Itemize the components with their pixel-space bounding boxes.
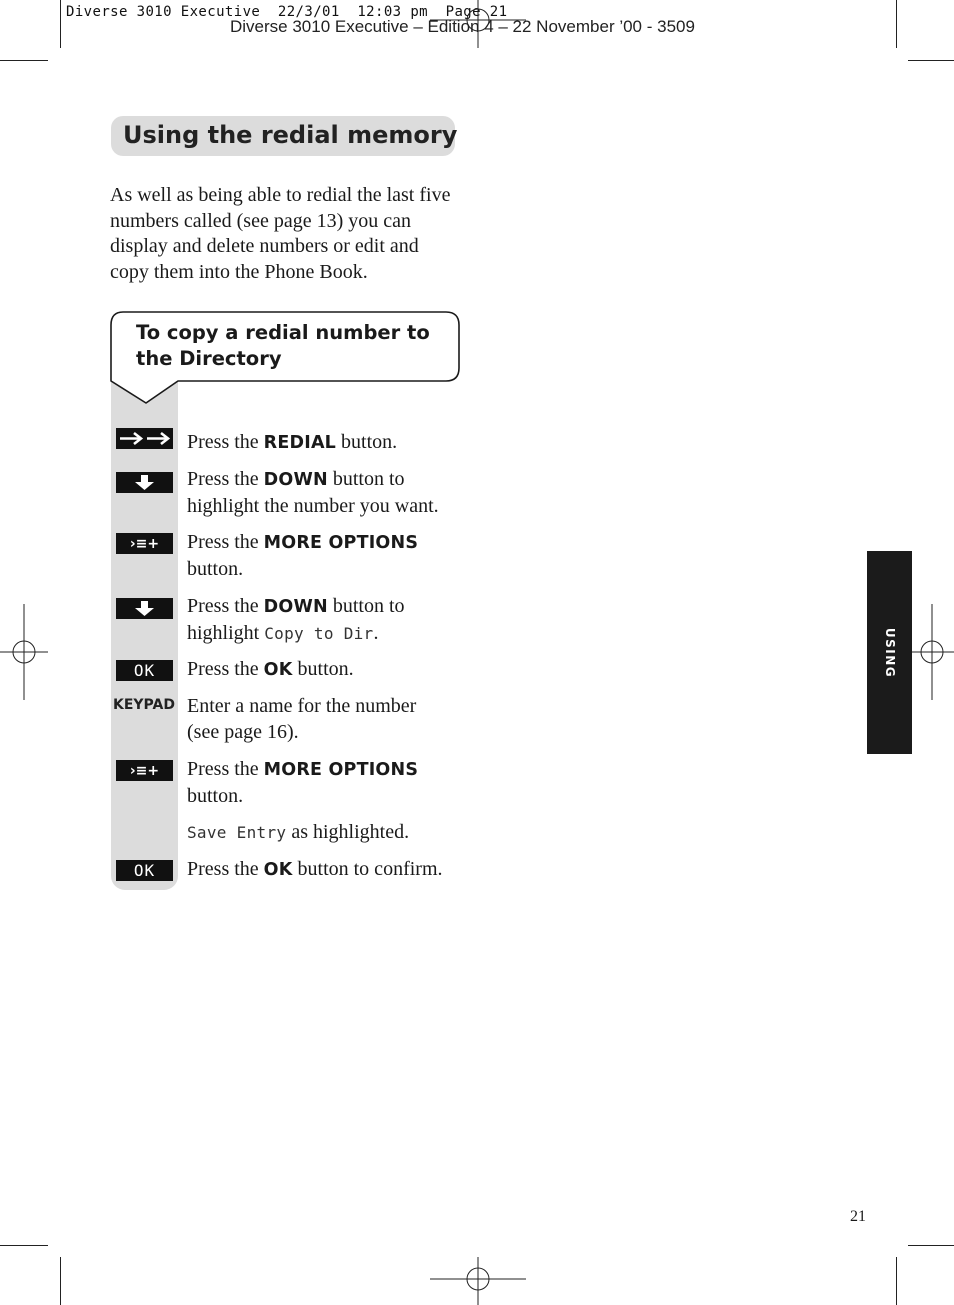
- display-text: Copy to Dir: [264, 624, 374, 643]
- crop-mark: [0, 1245, 48, 1246]
- step-4: Press the DOWN button to highlight Copy to Dir.: [187, 595, 405, 644]
- down-key: [116, 598, 173, 619]
- more-options-icon: ›≡+: [129, 535, 160, 552]
- crop-mark: [908, 60, 954, 61]
- redial-key: [116, 428, 173, 449]
- step-1: Press the REDIAL button.: [187, 431, 398, 453]
- registration-mark-left: [0, 604, 48, 700]
- crop-mark: [908, 1245, 954, 1246]
- step-7: Press the MORE OPTIONS button.: [187, 758, 419, 807]
- section-tab: [867, 551, 912, 754]
- more-options-key: [116, 760, 173, 781]
- step-6: Enter a name for the number (see page 16).: [187, 695, 417, 743]
- section-title: Using the redial memory: [123, 121, 458, 149]
- key-column: [111, 380, 178, 890]
- registration-mark-bottom: [428, 1257, 528, 1305]
- step-8: Save Entry as highlighted.: [187, 821, 410, 843]
- ok-key: [116, 660, 173, 681]
- ok-key: [116, 860, 173, 881]
- down-arrow-icon: [116, 598, 173, 619]
- step-3: Press the MORE OPTIONS button.: [187, 531, 419, 580]
- ok-key-icon: OK: [133, 661, 156, 680]
- section-title-banner: [111, 116, 458, 156]
- edition-line: Diverse 3010 Executive – Edition 4 – 22 November ’00 - 3509: [230, 17, 695, 36]
- redial-icon: [116, 428, 173, 449]
- keypad-label: KEYPAD: [113, 697, 175, 713]
- registration-mark-top: [428, 0, 528, 48]
- down-key: [116, 472, 173, 493]
- more-options-icon: ›≡+: [129, 762, 160, 779]
- page-number: 21: [850, 1208, 866, 1225]
- display-text: Save Entry: [187, 823, 287, 842]
- crop-mark: [896, 0, 897, 48]
- step-2: Press the DOWN button to highlight the number you want.: [187, 468, 439, 517]
- step-9: Press the OK button to confirm.: [187, 858, 443, 880]
- crop-mark: [0, 60, 48, 61]
- down-arrow-icon: [116, 472, 173, 493]
- crop-mark: [896, 1257, 897, 1305]
- registration-mark-right: [906, 604, 954, 700]
- ok-key-icon: OK: [133, 861, 156, 880]
- crop-mark: [60, 0, 61, 48]
- step-5: Press the OK button.: [187, 658, 354, 680]
- more-options-key: [116, 533, 173, 554]
- procedure-title: To copy a redial number to the Directory: [136, 321, 430, 370]
- section-tab-label: USING: [882, 627, 897, 678]
- intro-paragraph: As well as being able to redial the last five numbers called (see page 13) you can display and delete numbers or edit and copy them into the Phone Book.: [110, 184, 451, 284]
- print-slug: Diverse 3010 Executive 22/3/01 12:03 pm Page 21: [66, 4, 508, 20]
- crop-mark: [60, 1257, 61, 1305]
